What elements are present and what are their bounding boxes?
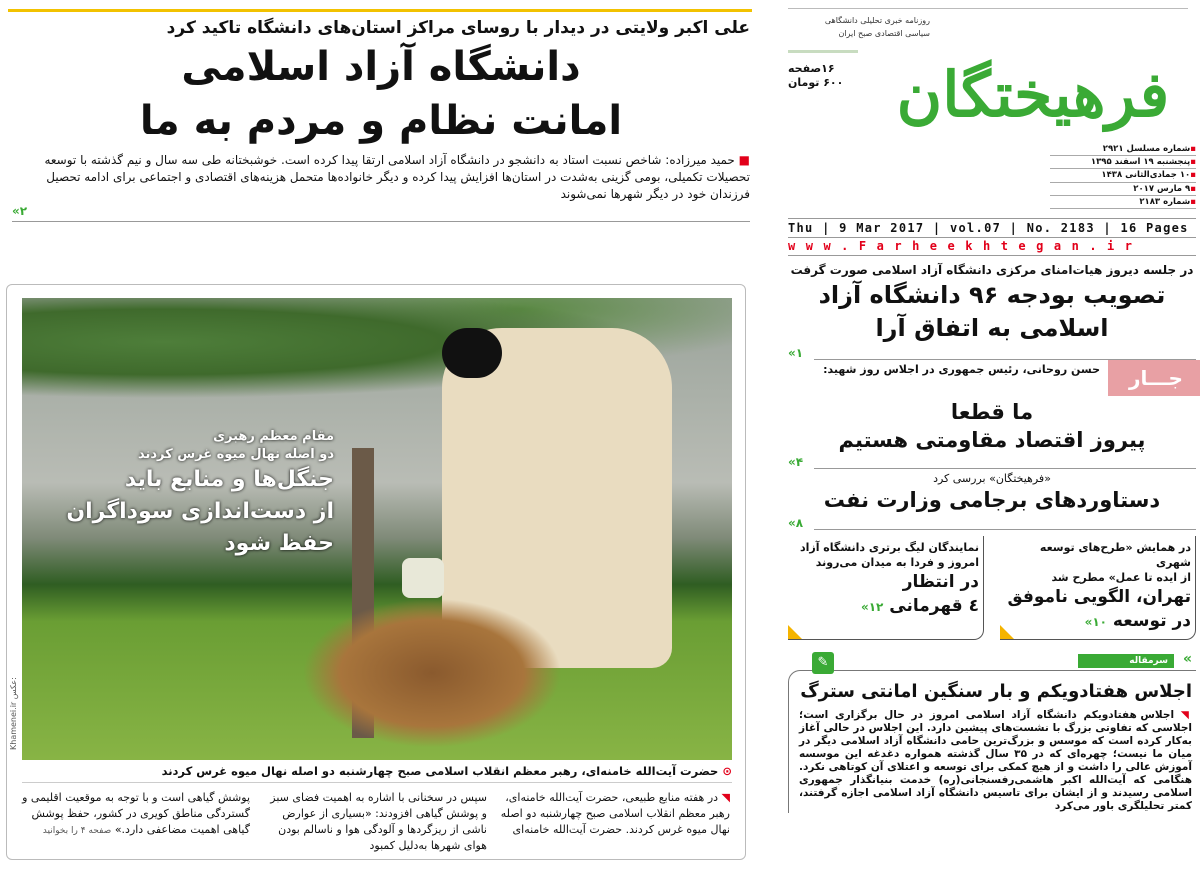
- boxes-row: [788, 536, 1196, 640]
- box1-headline: تهران، الگویی ناموفق در توسعه «۱۰: [1007, 587, 1191, 631]
- box2-headline: در انتظار ٤ قهرمانی «۱۲: [860, 572, 979, 616]
- chevron-icon: «: [1182, 651, 1192, 667]
- right-stories: [788, 262, 1196, 813]
- divider: [788, 218, 1196, 219]
- box2-kicker: نمایندگان لیگ برتری دانشگاه آزاد امروز و فردا به میدان می‌روند: [799, 541, 979, 569]
- masthead-rule: [788, 8, 1188, 9]
- story2-kicker: حسن روحانی، رئیس جمهوری در اجلاس روز شهید:: [823, 363, 1100, 376]
- story2-page-ref[interactable]: «۴: [788, 455, 804, 469]
- overlay-headline-2: از دست‌اندازی سوداگران: [66, 499, 334, 524]
- lead-page-ref[interactable]: «۲: [12, 204, 28, 218]
- story3-kicker: «فرهیختگان» بررسی کرد: [933, 472, 1051, 485]
- masthead-logo: فرهیختگان: [896, 58, 1170, 131]
- overlay-kicker-1: مقام معظم رهبری: [213, 429, 334, 444]
- editorial-header: [788, 652, 1196, 668]
- story3: [788, 469, 1196, 529]
- box-league: [788, 536, 984, 640]
- corner-marker: [788, 625, 802, 639]
- story2: [788, 360, 1196, 468]
- masthead-price: ۱۶صفحه ۶۰۰ تومان: [788, 62, 844, 89]
- lead-ref-row: [12, 203, 750, 217]
- lead-story: [12, 16, 750, 222]
- box-tehran: [1000, 536, 1196, 640]
- overlay-kicker-2: دو اصله نهال میوه غرس کردند: [137, 447, 334, 462]
- box1-kicker: در همایش «طرح‌های توسعه شهری از ایده تا عمل» مطرح شد: [1039, 541, 1191, 584]
- photo-text-col-1: ◥ در هفته منابع طبیعی، حضرت آیت‌الله خامنه‌ای، رهبر معظم انقلاب اسلامی صبح چهارشنبه دو اصله نهال میوه غرس کردند. حضرت آیت‌الله خامنه‌ای: [500, 791, 730, 836]
- lead-kicker: علی اکبر ولایتی در دیدار با روسای مراکز استان‌های دانشگاه تاکید کرد: [166, 18, 750, 38]
- photo-text-col-3: پوشش گیاهی است و با توجه به موقعیت اقلیمی و گستردگی مناطق کویری در کشور، حفظ پوشش گیاهی اهمیت مضاعفی دارد.» صفحه ۴ را بخوانید: [22, 791, 250, 836]
- lead-headline-2: امانت نظام و مردم به ما: [139, 98, 623, 144]
- masthead-rule-green: [788, 50, 858, 53]
- top-rule: [8, 9, 752, 12]
- photo-credit: Khamenei.ir عکس:: [9, 677, 18, 750]
- photo-overlay: [34, 428, 334, 560]
- jar-label: جـــار: [1108, 360, 1200, 396]
- lead-body: ■ حمید میرزاده: شاخص نسبت استاد به دانشجو در دانشگاه آزاد اسلامی ارتقا پیدا کرده است. خوشبختانه طی سه سال و نیم گذشته با توسعه تحصیلات تکمیلی، بومی گزینی به‌شدت در استان‌ها افزایش پیدا کرده و دیگر خانواده‌ها متحمل هزینه‌های اقتصادی و اجتماعی برای ادامه تحصیل فرزندان خود در دیگر شهرها نمی‌شوند: [44, 153, 750, 201]
- story1-page-ref[interactable]: «۱: [788, 346, 804, 360]
- divider: [788, 255, 1196, 256]
- story1-kicker: در جلسه دیروز هیات‌امنای مرکزی دانشگاه آزاد اسلامی صورت گرفت: [790, 263, 1194, 277]
- divider: [814, 529, 1196, 530]
- turban: [442, 328, 502, 378]
- box1-page-ref[interactable]: «۱۰: [1084, 615, 1107, 629]
- story2-headline: ما قطعا پیروز اقتصاد مقاومتی هستیم: [838, 400, 1146, 452]
- box2-page-ref[interactable]: «۱۲: [860, 600, 884, 614]
- read-more-link[interactable]: صفحه ۴ را بخوانید: [42, 826, 112, 836]
- website-url[interactable]: www.Farheekhtegan.ir: [788, 239, 1143, 253]
- corner-marker: [1000, 625, 1014, 639]
- lead-headline-1: دانشگاه آزاد اسلامی: [181, 44, 581, 90]
- editorial-headline: اجلاس هفتادویکم و بار سنگین امانتی سترگ: [800, 681, 1192, 702]
- story1-headline: تصویب بودجه ۹۶ دانشگاه آزاد اسلامی به اتفاق آرا: [818, 281, 1166, 342]
- divider: [12, 221, 750, 222]
- photo-text-col-2: سپس در سخنانی با اشاره به اهمیت فضای سبز و پوشش گیاهی افزودند: «بسیاری از عوارض ناشی از ریزگردها و آلودگی هوا و ناسالم بودن هوای شهرها به‌دلیل کمبود: [270, 791, 487, 852]
- story1: [788, 262, 1196, 359]
- dateline: Thu | 9 Mar 2017 | vol.07 | No. 2183 | 16 Pages: [788, 221, 1189, 235]
- overlay-headline-3: حفظ شود: [224, 531, 334, 556]
- pen-icon: ✎: [812, 652, 834, 674]
- soil-mound: [302, 598, 562, 748]
- divider: [788, 237, 1196, 238]
- divider: [22, 782, 732, 783]
- overlay-headline-1: جنگل‌ها و منابع باید: [124, 467, 334, 492]
- issue-info: ▪شماره مسلسل ۲۹۲۱ ▪پنجشنبه ۱۹ اسفند ۱۳۹۵ ▪۱۰ جمادی‌الثانی ۱۴۳۸ ▪۹ مارس ۲۰۱۷ ▪شماره ۲۱۸۳: [1050, 143, 1196, 209]
- editorial-label: سرمقاله: [1078, 654, 1174, 668]
- editorial-box: [788, 670, 1196, 813]
- watering-can: [402, 558, 444, 598]
- editorial-body: ◥ اجلاس هفتادویکم دانشگاه آزاد اسلامی امروز در حال برگزاری است؛ اجلاسی که تفاوتی بزرگ با نشست‌های پیشین دارد. این اجلاس در حالی آغاز به‌کار کرده است که موسس و بزرگ‌ترین حامی دانشگاه آزاد اسلامی دیگر در میان ما نیست؛ چهره‌ای که در ۳۵ سال گذشته همواره دغدغه این موسسه آموزش عالی را داشت و از هیچ کمکی برای توسعه و اعتلای آن کوتاهی نکرد. هنگامی که آیت‌الله اکبر هاشمی‌رفسنجانی(ره) خدمت بنیانگذار جمهوری اسلامی رسیدند و از ایشان برای تاسیس دانشگاه آزاد اسلامی اجازه گرفتند، کمتر تحلیلگری باور می‌کرد: [799, 709, 1192, 812]
- story3-headline: دستاوردهای برجامی وزارت نفت: [823, 488, 1161, 512]
- masthead-tagline: روزنامه خبری تحلیلی دانشگاهی سیاسی اقتصادی صبح ایران: [824, 16, 930, 38]
- photo-caption: ⊙ حضرت آیت‌الله خامنه‌ای، رهبر معظم انقلاب اسلامی صبح چهارشنبه دو اصله نهال میوه غرس کردند: [161, 764, 732, 778]
- story3-page-ref[interactable]: «۸: [788, 516, 804, 530]
